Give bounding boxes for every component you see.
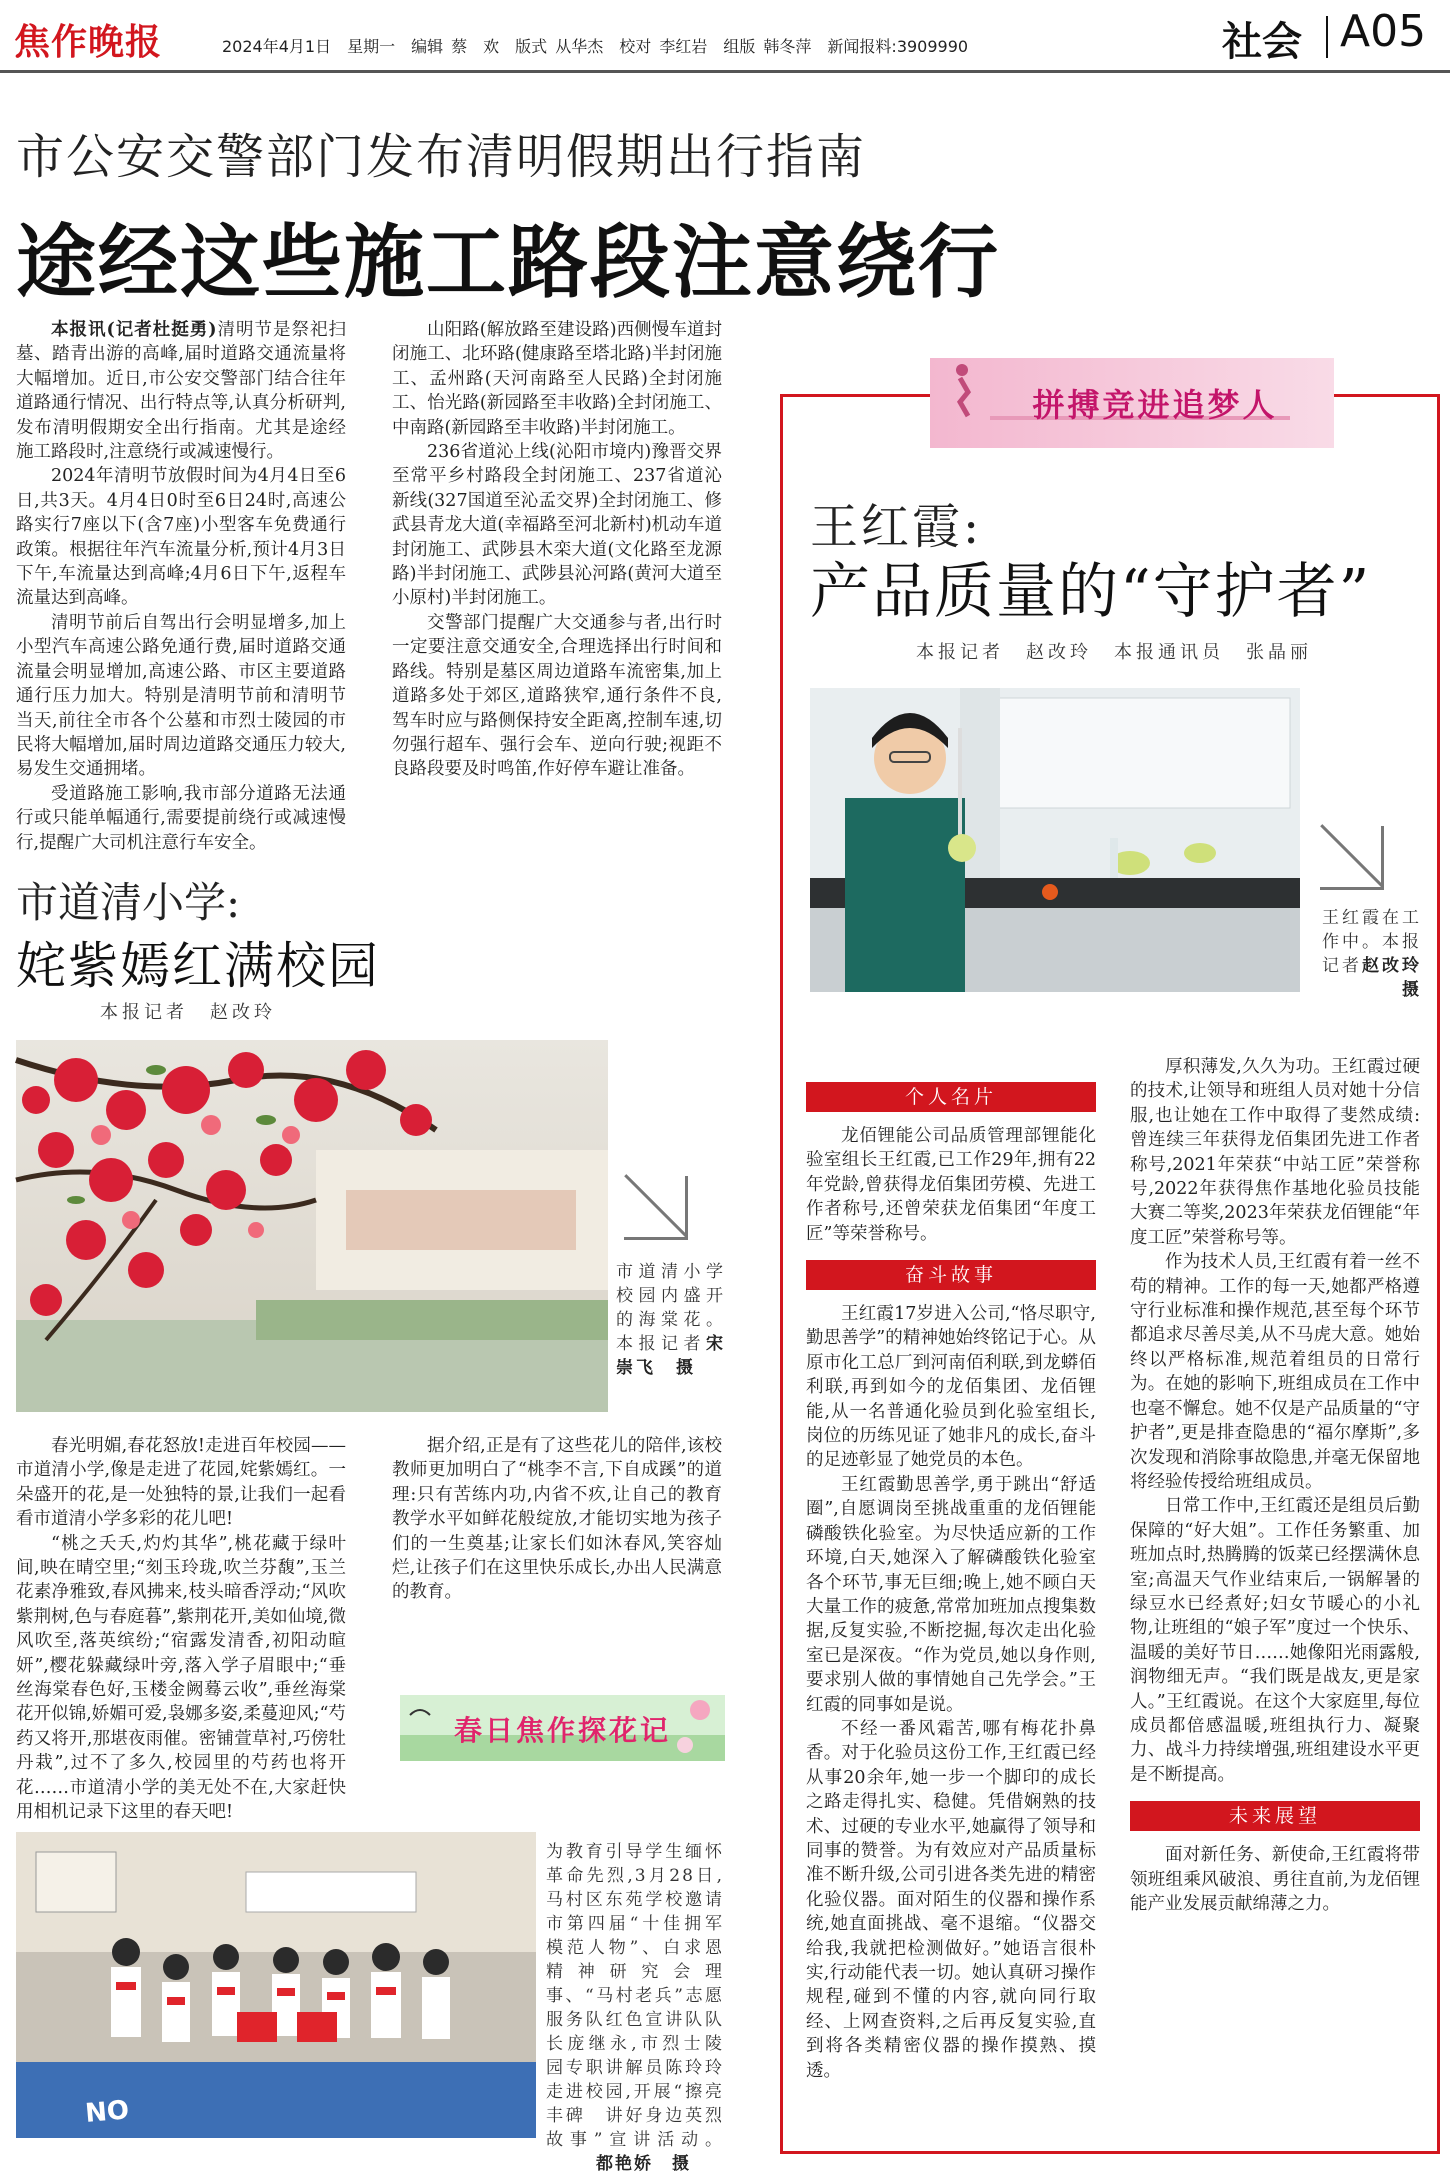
dateline: 本报讯 bbox=[51, 320, 107, 340]
section-tag: 奋斗故事 bbox=[806, 1260, 1096, 1290]
section-divider bbox=[1326, 16, 1328, 58]
school-event-photo bbox=[16, 1832, 536, 2138]
article3-kicker: 王红霞: bbox=[810, 499, 983, 555]
spring-flower-banner bbox=[400, 1695, 725, 1761]
section-tag: 个人名片 bbox=[806, 1082, 1096, 1112]
paragraph: 王红霞17岁进入公司,“恪尽职守,勤思善学”的精神她始终铭记于心。从原市化工总厂到河南佰利联,到龙蟒佰利联,再到如今的龙佰集团、龙佰锂能,从一名普通化验员到化验室组长,岗位的历练见证了她非凡的成长,奋斗的足迹彰显了她党员的本色。 bbox=[806, 1304, 1096, 1471]
paragraph: 受道路施工影响,我市部分道路无法通行或只能单幅通行,需要提前绕行或减速慢行,提醒广大司机注意行车安全。 bbox=[16, 783, 346, 853]
paragraph: 日常工作中,王红霞还是组员后勤保障的“好大姐”。工作任务繁重、加班加点时,热腾腾的饭菜已经摆满休息室;高温天气作业结束后,一锅解暑的绿豆水已经煮好;妇女节暖心的小礼物,让班组的“娘子军”度过一个快乐、温暖的美好节日……她像阳光雨露般,润物细无声。“我们既是战友,更是家人。”王红霞说。在这个大家庭里,每位成员都倍感温暖,班组执行力、凝聚力、战斗力持续增强,班组建设水平更是不断提高。 bbox=[1130, 1496, 1420, 1785]
masthead-rule bbox=[0, 70, 1450, 73]
arrow-icon bbox=[1320, 826, 1384, 890]
article3-photo-caption bbox=[1318, 906, 1442, 1002]
article2-column-1 bbox=[16, 1434, 346, 1825]
article3-column-1 bbox=[806, 1082, 1096, 2083]
paragraph: 春光明媚,春花怒放!走进百年校园——市道清小学,像是走进了花园,姹紫嫣红。一朵盛开的花,是一处独特的景,让我们一起看看市道清小学多彩的花儿吧! bbox=[16, 1436, 346, 1530]
article1-headline: 途经这些施工路段注意绕行 bbox=[16, 216, 1000, 309]
paragraph: 2024年清明节放假时间为4月4日至6日,共3天。4月4日0时至6日24时,高速公路实行7座以下(含7座)小型客车免费通行政策。根据往年汽车流量分析,预计4月3日下午,车流量达到高峰;4月6日下午,返程车流量达到高峰。 bbox=[16, 466, 346, 609]
arrow-icon bbox=[624, 1176, 688, 1240]
article2-kicker: 市道清小学: bbox=[16, 878, 241, 927]
issue-info: 2024年4月1日 星期一 编辑 蔡 欢 版式 从华杰 校对 李红岩 组版 韩冬萍 新闻报料:3909990 bbox=[222, 37, 969, 56]
article2-column-2 bbox=[392, 1434, 722, 1605]
paragraph: 龙佰锂能公司品质管理部锂能化验室组长王红霞,已工作29年,拥有22年党龄,曾获得龙佰集团劳模、先进工作者称号,还曾荣获龙佰集团“年度工匠”等荣誉称号。 bbox=[806, 1126, 1096, 1244]
brief-text: 为教育引导学生缅怀革命先烈,3月28日,马村区东苑学校邀请市第四届“十佳拥军模范人物”、白求恩精神研究会理事、“马村老兵”志愿服务队红色宣讲队队长庞继永,市烈士陵园专职讲解员陈玲玲走进校园,开展“擦亮丰碑 讲好身边英烈故事”宣讲活动。 bbox=[546, 1842, 724, 2150]
section-tag: 未来展望 bbox=[1130, 1801, 1420, 1831]
photo-brief-text bbox=[546, 1840, 724, 2176]
article3-byline: 本报记者 赵改玲 本报通讯员 张晶丽 bbox=[916, 642, 1312, 663]
caption-text: 王红霞在工作中。本报记者 bbox=[1322, 908, 1422, 976]
newspaper-logo: 焦作晚报 bbox=[14, 22, 163, 63]
lab-photo bbox=[810, 688, 1300, 992]
photo-credit: 都艳娇 摄 bbox=[596, 2154, 691, 2174]
article1-column-2 bbox=[392, 318, 722, 782]
paragraph: 236省道沁上线(沁阳市境内)豫晋交界至常平乡村路段全封闭施工、237省道沁新线(327国道至沁孟交界)全封闭施工、修武县青龙大道(幸福路至河北新村)机动车道封闭施工、武陟县木栾大道(文化路至龙源路)半封闭施工、武陟县沁河路(黄河大道至小原村)半封闭施工。 bbox=[392, 442, 722, 609]
paragraph: 面对新任务、新使命,王红霞将带领班组乘风破浪、勇往直前,为龙佰锂能产业发展贡献绵薄之力。 bbox=[1130, 1845, 1420, 1914]
paragraph: 不经一番风霜苦,哪有梅花扑鼻香。对于化验员这份工作,王红霞已经从事20余年,她一步一个脚印的成长之路走得扎实、稳健。凭借娴熟的技术、过硬的专业水平,她赢得了领导和同事的赞誉。为有效应对产品质量标准不断升级,公司引进各类先进的精密化验仪器。面对陌生的仪器和操作系统,她直面挑战、毫不退缩。“仪器交给我,我就把检测做好。”她语言很朴实,行动能代表一切。她认真研习操作规程,碰到不懂的内容,就向同行取经、上网查资料,之后再反复实验,直到将各类精密仪器的操作摸熟、摸透。 bbox=[806, 1718, 1096, 2081]
paragraph: 厚积薄发,久久为功。王红霞过硬的技术,让领导和班组人员对她十分信服,也让她在工作中取得了斐然成绩:曾连续三年获得龙佰集团先进工作者称号,2021年荣获“中站工匠”荣誉称号,2022年获得焦作基地化验员技能大赛二等奖,2023年荣获龙佰锂能“年度工匠”荣誉称号等。 bbox=[1130, 1057, 1420, 1248]
paragraph: 山阳路(解放路至建设路)西侧慢车道封闭施工、北环路(健康路至塔北路)半封闭施工、孟州路(天河南路至人民路)全封闭施工、怡光路(新园路至丰收路)全封闭施工、中南路(新园路至丰收路)半封闭施工。 bbox=[392, 320, 722, 438]
paragraph: 王红霞勤思善学,勇于跳出“舒适圈”,自愿调岗至挑战重重的龙佰锂能磷酸铁化验室。为尽快适应新的工作环境,白天,她深入了解磷酸铁化验室各个环节,事无巨细;晚上,她不顾白天大量工作的疲惫,常常加班加点搜集数据,反复实验,不断挖掘,每次走出化验室已是深夜。“作为党员,她以身作则,要求别人做的事情她自己先学会。”王红霞的同事如是说。 bbox=[806, 1474, 1096, 1715]
article1-kicker: 市公安交警部门发布清明假期出行指南 bbox=[16, 129, 867, 185]
paragraph: 清明节是祭祀扫墓、踏青出游的高峰,届时道路交通流量将大幅增加。近日,市公安交警部门结合往年道路通行情况、出行特点等,认真分析研判,发布清明假期安全出行指南。尤其是途经施工路段时,注意绕行或减速慢行。 bbox=[16, 320, 347, 463]
masthead bbox=[0, 0, 1450, 70]
section-name: 社会 bbox=[1222, 19, 1302, 65]
banner-title: 拼搏竞进追梦人 bbox=[1032, 386, 1278, 424]
article3-headline: 产品质量的“守护者” bbox=[810, 557, 1372, 627]
photo-credit: 赵改玲 摄 bbox=[1362, 956, 1442, 1000]
banner-title: 春日焦作探花记 bbox=[453, 1714, 671, 1747]
paragraph: 清明节前后自驾出行会明显增多,加上小型汽车高速公路免通行费,届时道路交通流量会明显增加,高速公路、市区主要道路通行压力加大。特别是清明节前和清明节当天,前往全市各个公墓和市烈士陵园的市民将大幅增加,届时周边道路交通压力较大,易发生交通拥堵。 bbox=[16, 612, 346, 780]
paragraph: 交警部门提醒广大交通参与者,出行时一定要注意交通安全,合理选择出行时间和路线。特别是墓区周边道路车流密集,加上道路多处于郊区,道路狭窄,通行条件不良,驾车时应与路侧保持安全距离,控制车速,切勿强行超车、强行会车、逆向行驶;视距不良路段要及时鸣笛,作好停车避让准备。 bbox=[392, 612, 722, 780]
photo-credit: 宋崇飞 摄 bbox=[616, 1334, 726, 1378]
caption-text: 市道清小学校园内盛开的海棠花。本报记者 bbox=[616, 1262, 726, 1354]
article1-column-1 bbox=[16, 318, 346, 855]
paragraph: 据介绍,正是有了这些花儿的陪伴,该校教师更加明白了“桃李不言,下自成蹊”的道理:只有苦练内功,内省不疚,让自己的教育教学水平如鲜花般绽放,才能切实地为孩子们的一生奠基;让家长们如沐春风,笑容灿烂,让孩子们在这里快乐成长,办出人民满意的教育。 bbox=[392, 1436, 722, 1603]
article2-headline: 姹紫嫣红满校园 bbox=[16, 937, 380, 995]
svg-text:NO: NO bbox=[83, 2095, 131, 2129]
page-number: A05 bbox=[1340, 6, 1427, 57]
begonia-photo bbox=[16, 1040, 608, 1412]
article2-byline: 本报记者 赵改玲 bbox=[100, 1002, 276, 1023]
reporter: (记者杜挺勇) bbox=[106, 320, 217, 340]
article2-photo-caption bbox=[616, 1260, 726, 1380]
paragraph: “桃之夭夭,灼灼其华”,桃花藏于绿叶间,映在晴空里;“刻玉玲珑,吹兰芬馥”,玉兰花素净雅致,春风拂来,枝头暗香浮动;“风吹紫荆树,色与春庭暮”,紫荆花开,美如仙境,微风吹至,落英缤纷;“宿露发清香,初阳动暄妍”,樱花躲藏绿叶旁,落入学子眉眼中;“垂丝海棠春色好,玉楼金阙蓦云收”,垂丝海棠花开似锦,娇媚可爱,袅娜多姿,柔蔓迎风;“芍药又将开,那堪夜雨催。密铺萱草衬,巧傍牡丹栽”,过不了多久,校园里的芍药也将开花……市道清小学的美无处不在,大家赶快用相机记录下这里的春天吧! bbox=[16, 1533, 346, 1823]
article3-column-2 bbox=[1130, 1055, 1420, 1916]
paragraph: 作为技术人员,王红霞有着一丝不苟的精神。工作的每一天,她都严格遵守行业标准和操作规范,甚至每个环节都追求尽善尽美,从不马虎大意。她始终以严格标准,规范着组员的日常行为。在她的影响下,班组成员在工作中也毫不懈怠。她不仅是产品质量的“守护者”,更是排查隐患的“福尔摩斯”,多次发现和消除事故隐患,并毫无保留地将经验传授给班组成员。 bbox=[1130, 1252, 1420, 1492]
striving-banner bbox=[930, 358, 1334, 448]
